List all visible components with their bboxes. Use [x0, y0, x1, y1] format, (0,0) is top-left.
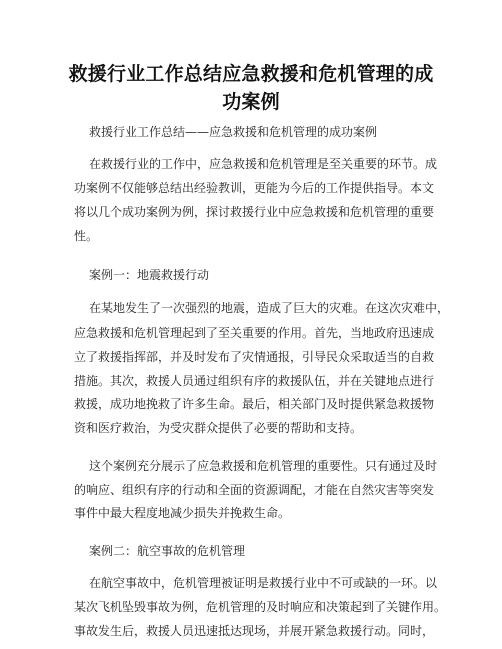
paragraph-line: 将以几个成功案例为例，探讨救援行业中应急救援和危机管理的重要: [74, 205, 435, 219]
subtitle-line: 救援行业工作总结——应急救援和危机管理的成功案例: [89, 125, 378, 139]
paragraph-line: 性。: [74, 229, 99, 243]
paragraph-line: 事故发生后，救援人员迅速抵达现场，并展开紧急救援行动。同时，: [74, 624, 435, 638]
paragraph-line: 这个案例充分展示了应急救援和危机管理的重要性。只有通过及时: [89, 459, 438, 473]
paragraph-line: 措施。其次，救援人员通过组织有序的救援队伍，并在关键地点进行: [74, 374, 435, 388]
paragraph-line: 功案例不仅能够总结出经验教训，更能为今后的工作提供指导。本文: [74, 181, 435, 195]
paragraph-line: 应急救援和危机管理起到了至关重要的作用。首先，当地政府迅速成: [74, 326, 435, 340]
document-title-line-2: 功案例: [222, 91, 280, 113]
paragraph-line: 事件中最大程度地减少损失并挽救生命。: [74, 506, 291, 520]
paragraph-line: 立了救援指挥部，并及时发布了灾情通报，引导民众采取适当的自救: [74, 350, 435, 364]
section-heading-case-1: 案例一：地震救援行动: [89, 268, 210, 282]
paragraph-line: 的响应、组织有序的行动和全面的资源调配，才能在自然灾害等突发: [74, 483, 435, 497]
section-heading-case-2: 案例二：航空事故的危机管理: [89, 544, 246, 558]
paragraph-line: 在救援行业的工作中，应急救援和危机管理是至关重要的环节。成: [89, 157, 438, 171]
paragraph-line: 在航空事故中，危机管理被证明是救援行业中不可或缺的一环。以: [89, 576, 438, 590]
document-title-line-1: 救援行业工作总结应急救援和危机管理的成: [68, 63, 434, 85]
paragraph-line: 某次飞机坠毁事故为例，危机管理的及时响应和决策起到了关键作用。: [74, 600, 447, 614]
paragraph-line: 资和医疗救治，为受灾群众提供了必要的帮助和支持。: [74, 421, 363, 435]
paragraph-line: 救援，成功地挽救了许多生命。最后，相关部门及时提供紧急救援物: [74, 397, 435, 411]
paragraph-line: 在某地发生了一次强烈的地震，造成了巨大的灾难。在这次灾难中，: [89, 301, 450, 315]
